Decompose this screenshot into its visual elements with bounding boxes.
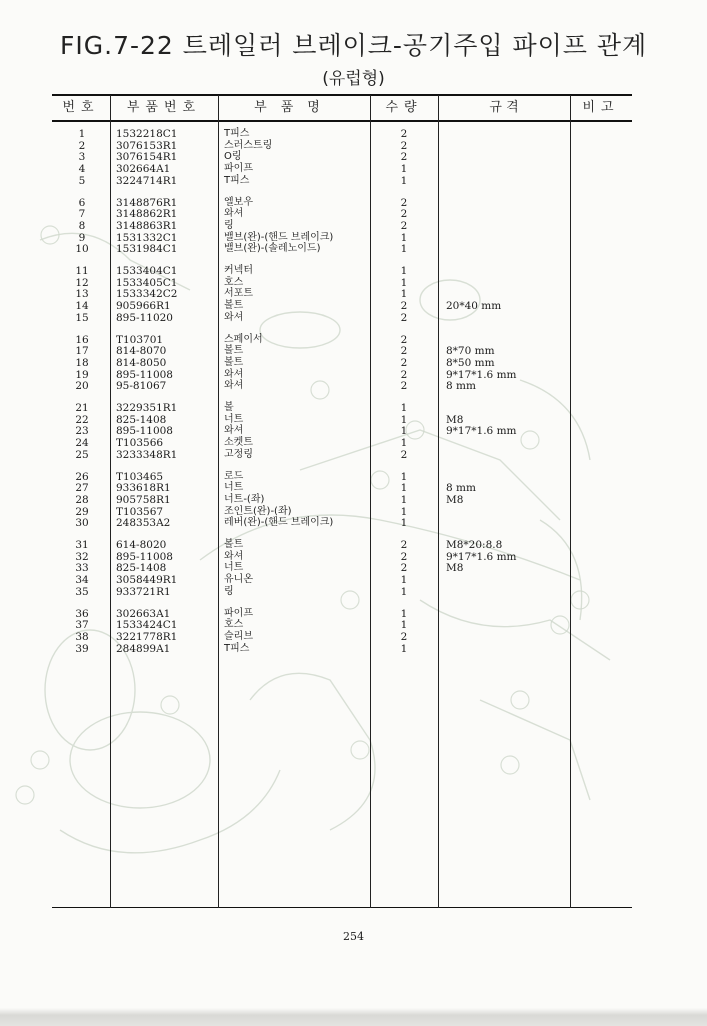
- header-part-number: 부품번호: [126, 100, 202, 115]
- part-name: 스러스트링: [224, 139, 273, 151]
- part-name: 조인트(완)-(좌): [224, 505, 292, 517]
- table-row: [0, 631, 707, 643]
- part-quantity: 1: [400, 163, 408, 176]
- part-name: O링: [224, 151, 242, 163]
- part-quantity: 1: [400, 402, 408, 414]
- scan-edge: [0, 1008, 707, 1026]
- table-row: [0, 345, 707, 357]
- part-index: 32: [75, 550, 89, 563]
- part-number: 3076154R1: [116, 151, 178, 164]
- part-index: 1: [78, 128, 86, 140]
- part-name: T피스: [224, 174, 250, 186]
- part-number: 3058449R1: [116, 574, 178, 587]
- table-row: [0, 232, 707, 244]
- part-spec: M8: [446, 413, 464, 426]
- part-number: 1533424C1: [116, 619, 178, 632]
- table-row: [0, 300, 707, 312]
- part-index: 33: [75, 562, 89, 575]
- part-name: 슬리브: [224, 630, 253, 642]
- part-quantity: 1: [400, 493, 408, 506]
- part-index: 26: [75, 470, 89, 483]
- part-index: 25: [75, 448, 89, 461]
- part-spec: 9*17*1.6 mm: [446, 368, 517, 381]
- table-row: [0, 539, 707, 551]
- part-name: 엘보우: [224, 196, 253, 208]
- table-row: [0, 506, 707, 518]
- part-index: 34: [75, 574, 89, 587]
- part-index: 12: [75, 276, 89, 289]
- table-row: [0, 208, 707, 220]
- part-number: 3221778R1: [116, 630, 178, 643]
- part-index: 2: [78, 139, 86, 152]
- header-number: 번호: [62, 100, 100, 115]
- part-name: 너트: [224, 562, 244, 574]
- header-spec: 규 격: [489, 100, 519, 115]
- part-number: T103701: [116, 333, 164, 346]
- part-name: 와셔: [224, 425, 244, 437]
- part-spec: 8 mm: [446, 380, 476, 393]
- part-number: 895-11008: [116, 368, 173, 381]
- part-quantity: 1: [400, 425, 408, 438]
- part-quantity: 1: [400, 482, 408, 495]
- part-index: 27: [75, 482, 89, 495]
- part-index: 21: [75, 402, 89, 414]
- table-row: [0, 380, 707, 392]
- part-name: 파이프: [224, 607, 253, 619]
- part-name: 와셔: [224, 550, 244, 562]
- table-row: [0, 619, 707, 631]
- table-row: [0, 586, 707, 598]
- part-name: 링: [224, 219, 234, 231]
- part-number: 3229351R1: [116, 402, 178, 414]
- part-number: 905758R1: [116, 493, 171, 506]
- part-name: 로드: [224, 470, 244, 482]
- part-name: 와셔: [224, 311, 244, 323]
- part-name: 스페이서: [224, 333, 263, 345]
- part-number: 95-81067: [116, 380, 167, 393]
- part-index: 8: [78, 219, 86, 232]
- table-row: [0, 414, 707, 426]
- part-name: 와셔: [224, 380, 244, 392]
- part-number: 1533342C2: [116, 288, 178, 301]
- table-row: [0, 220, 707, 232]
- table-row: [0, 288, 707, 300]
- part-quantity: 2: [400, 139, 408, 152]
- part-number: 302663A1: [116, 607, 171, 620]
- part-number: 1531984C1: [116, 243, 178, 256]
- part-quantity: 2: [400, 311, 408, 324]
- part-index: 30: [75, 517, 89, 530]
- part-number: T103566: [116, 437, 164, 450]
- part-index: 38: [75, 630, 89, 643]
- part-spec: M8*20:8.8: [446, 539, 503, 551]
- part-quantity: 2: [400, 550, 408, 563]
- part-index: 11: [75, 265, 89, 277]
- part-name: T피스: [224, 128, 250, 139]
- part-spec: M8: [446, 562, 464, 575]
- part-number: 895-11008: [116, 425, 173, 438]
- part-number: 933618R1: [116, 482, 171, 495]
- part-name: 볼트: [224, 539, 244, 550]
- table-row: [0, 151, 707, 163]
- part-spec: M8: [446, 493, 464, 506]
- part-name: 호스: [224, 276, 244, 288]
- table-row: [0, 471, 707, 483]
- part-index: 28: [75, 493, 89, 506]
- part-spec: 20*40 mm: [446, 300, 502, 313]
- part-number: 3148862R1: [116, 208, 178, 221]
- part-quantity: 2: [400, 219, 408, 232]
- part-number: 1533405C1: [116, 276, 178, 289]
- table-row: [0, 163, 707, 175]
- part-name: 밸브(완)-(핸드 브레이크): [224, 231, 334, 243]
- part-quantity: 2: [400, 368, 408, 381]
- part-quantity: 1: [400, 231, 408, 244]
- part-index: 3: [78, 151, 86, 164]
- part-name: 볼트: [224, 300, 244, 312]
- part-index: 10: [75, 243, 89, 256]
- part-index: 15: [75, 311, 89, 324]
- part-index: 31: [75, 539, 89, 551]
- part-quantity: 1: [400, 276, 408, 289]
- part-quantity: 1: [400, 574, 408, 587]
- part-name: 호스: [224, 619, 244, 631]
- table-row: [0, 437, 707, 449]
- part-name: 소켓트: [224, 437, 253, 449]
- part-quantity: 1: [400, 607, 408, 620]
- table-row: [0, 265, 707, 277]
- part-quantity: 1: [400, 517, 408, 530]
- part-quantity: 1: [400, 619, 408, 632]
- table-row: [0, 334, 707, 346]
- part-name: 서포트: [224, 288, 253, 300]
- part-quantity: 2: [400, 562, 408, 575]
- part-name: 레버(완)-(핸드 브레이크): [224, 517, 334, 529]
- part-name: 링: [224, 585, 234, 597]
- part-index: 14: [75, 300, 89, 313]
- part-number: 814-8070: [116, 345, 167, 358]
- table-row: [0, 551, 707, 563]
- part-quantity: 2: [400, 208, 408, 221]
- table-row: [0, 517, 707, 529]
- table-row: [0, 197, 707, 209]
- part-index: 4: [78, 163, 86, 176]
- part-name: 커넥터: [224, 265, 253, 276]
- header-part-name: 부품명: [254, 100, 334, 115]
- table-row: [0, 277, 707, 289]
- part-name: T피스: [224, 642, 250, 654]
- part-name: 고정링: [224, 448, 253, 460]
- part-number: 3148876R1: [116, 196, 178, 209]
- part-number: 3233348R1: [116, 448, 178, 461]
- part-name: 와셔: [224, 368, 244, 380]
- part-quantity: 2: [400, 539, 408, 551]
- part-number: 1533404C1: [116, 265, 178, 277]
- part-number: 3076153R1: [116, 139, 178, 152]
- part-index: 39: [75, 642, 89, 655]
- table-row: [0, 175, 707, 187]
- table-header-rule: [52, 120, 632, 122]
- part-quantity: 1: [400, 505, 408, 518]
- part-index: 17: [75, 345, 89, 358]
- table-row: [0, 243, 707, 255]
- part-name: 와셔: [224, 208, 244, 220]
- part-spec: 8*50 mm: [446, 356, 495, 369]
- table-row: [0, 643, 707, 655]
- part-quantity: 1: [400, 470, 408, 483]
- part-number: 614-8020: [116, 539, 167, 551]
- table-row: [0, 402, 707, 414]
- part-name: 볼트: [224, 356, 244, 368]
- part-index: 13: [75, 288, 89, 301]
- part-index: 29: [75, 505, 89, 518]
- table-row: [0, 128, 707, 140]
- part-number: 1531332C1: [116, 231, 178, 244]
- part-number: 1532218C1: [116, 128, 178, 140]
- part-name: 파이프: [224, 163, 253, 175]
- part-number: 3224714R1: [116, 174, 178, 187]
- part-name: 너트-(좌): [224, 493, 265, 505]
- part-index: 7: [78, 208, 86, 221]
- part-quantity: 1: [400, 585, 408, 598]
- part-number: 248353A2: [116, 517, 171, 530]
- part-quantity: 1: [400, 437, 408, 450]
- part-index: 23: [75, 425, 89, 438]
- part-name: 밸브(완)-(솔레노이드): [224, 243, 321, 255]
- table-row: [0, 357, 707, 369]
- header-quantity: 수량: [385, 100, 423, 115]
- part-quantity: 1: [400, 288, 408, 301]
- part-quantity: 1: [400, 265, 408, 277]
- table-row: [0, 482, 707, 494]
- part-quantity: 2: [400, 196, 408, 209]
- page-title: FIG.7-22 트레일러 브레이크-공기주입 파이프 관계: [60, 31, 648, 60]
- table-row: [0, 140, 707, 152]
- part-index: 5: [78, 174, 86, 187]
- part-quantity: 2: [400, 356, 408, 369]
- part-spec: 8 mm: [446, 482, 476, 495]
- part-quantity: 1: [400, 243, 408, 256]
- part-spec: 8*70 mm: [446, 345, 495, 358]
- part-number: 895-11020: [116, 311, 173, 324]
- part-number: 933721R1: [116, 585, 171, 598]
- table-row: [0, 608, 707, 620]
- part-number: 895-11008: [116, 550, 173, 563]
- part-quantity: 2: [400, 333, 408, 346]
- table-row: [0, 562, 707, 574]
- part-quantity: 2: [400, 300, 408, 313]
- part-number: T103567: [116, 505, 164, 518]
- part-spec: 9*17*1.6 mm: [446, 550, 517, 563]
- part-quantity: 1: [400, 642, 408, 655]
- part-quantity: 2: [400, 380, 408, 393]
- part-quantity: 2: [400, 151, 408, 164]
- part-index: 24: [75, 437, 89, 450]
- part-index: 22: [75, 413, 89, 426]
- part-number: T103465: [116, 470, 164, 483]
- table-row: [0, 574, 707, 586]
- part-number: 825-1408: [116, 562, 167, 575]
- part-number: 284899A1: [116, 642, 171, 655]
- part-number: 302664A1: [116, 163, 171, 176]
- table-bottom-rule: [52, 907, 632, 908]
- page-number: 254: [343, 930, 364, 943]
- part-index: 37: [75, 619, 89, 632]
- part-name: 너트: [224, 413, 244, 425]
- part-name: 볼: [224, 402, 234, 413]
- part-quantity: 2: [400, 448, 408, 461]
- part-number: 905966R1: [116, 300, 171, 313]
- part-name: 유니온: [224, 574, 253, 586]
- part-index: 6: [78, 196, 86, 209]
- table-row: [0, 425, 707, 437]
- table-row: [0, 312, 707, 324]
- part-number: 814-8050: [116, 356, 167, 369]
- table-row: [0, 494, 707, 506]
- part-quantity: 2: [400, 630, 408, 643]
- part-index: 19: [75, 368, 89, 381]
- part-number: 3148863R1: [116, 219, 178, 232]
- part-index: 9: [78, 231, 86, 244]
- part-number: 825-1408: [116, 413, 167, 426]
- part-quantity: 2: [400, 128, 408, 140]
- part-quantity: 1: [400, 413, 408, 426]
- part-quantity: 2: [400, 345, 408, 358]
- part-index: 36: [75, 607, 89, 620]
- part-index: 20: [75, 380, 89, 393]
- part-index: 35: [75, 585, 89, 598]
- part-index: 16: [75, 333, 89, 346]
- part-quantity: 1: [400, 174, 408, 187]
- page-subtitle: (유럽형): [322, 69, 385, 89]
- part-spec: 9*17*1.6 mm: [446, 425, 517, 438]
- part-name: 너트: [224, 482, 244, 494]
- table-top-rule: [52, 94, 632, 96]
- header-remarks: 비고: [582, 100, 620, 115]
- table-row: [0, 369, 707, 381]
- part-index: 18: [75, 356, 89, 369]
- table-row: [0, 449, 707, 461]
- part-name: 볼트: [224, 345, 244, 357]
